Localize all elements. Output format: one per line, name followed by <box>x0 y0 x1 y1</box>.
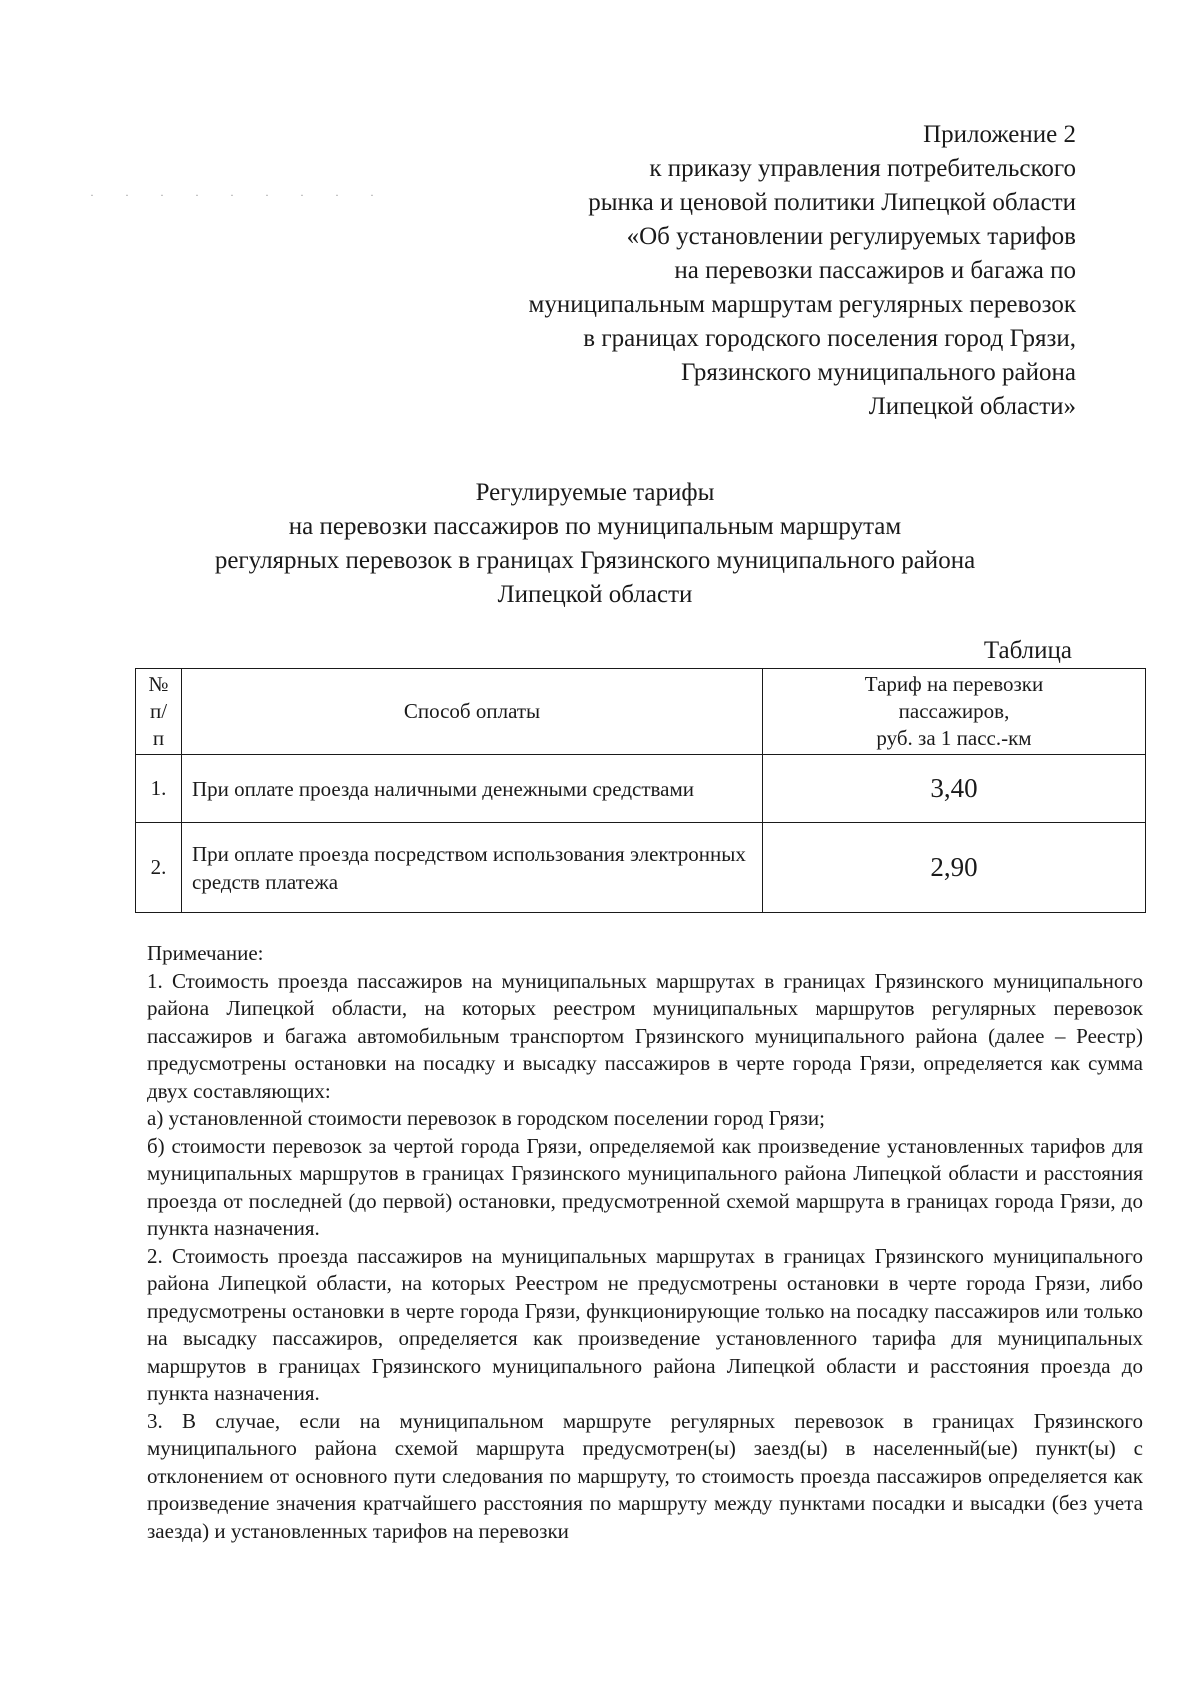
header-number-line: № <box>148 672 169 696</box>
appendix-line: рынка и ценовой политики Липецкой области <box>588 189 1076 216</box>
table-caption: Таблица <box>983 637 1072 664</box>
note-paragraph: 2. Стоимость проезда пассажиров на муниципальных маршрутах в границах Грязинского муниципального района Липецкой области, на которых Реестром не предусмотрены остановки в черте города Грязи, либо предусмотрены остановки в черте города Грязи, функционирующие только на посадку пассажиров или только на высадку пассажиров, определяется как произведение установленного тарифа для муниципальных маршрутов в границах Грязинского муниципального района Липецкой области и расстояния проезда до пункта назначения. <box>147 1243 1143 1405</box>
appendix-line: на перевозки пассажиров и багажа по <box>674 257 1076 284</box>
title-line: регулярных перевозок в границах Грязинского муниципального района <box>214 547 976 574</box>
header-number <box>136 669 182 755</box>
appendix-line: в границах городского поселения город Грязи, <box>583 325 1076 352</box>
appendix-line: Приложение 2 <box>923 121 1076 148</box>
tariff-table <box>135 668 1146 913</box>
table-header-row <box>136 669 1146 755</box>
row-tariff-value: 2,90 <box>763 823 1146 913</box>
scan-noise: · · · · · · · · · <box>90 188 388 202</box>
row-tariff-value: 3,40 <box>763 755 1146 823</box>
appendix-heading <box>376 118 1076 424</box>
header-payment-method: Способ оплаты <box>182 669 763 755</box>
title-line: Регулируемые тарифы <box>475 479 715 506</box>
appendix-line: Липецкой области» <box>868 393 1076 420</box>
row-payment-method: При оплате проезда посредством использования электронных средств платежа <box>182 823 763 913</box>
header-tariff-line: руб. за 1 пасс.-км <box>876 726 1032 750</box>
header-number-line: п/п <box>149 699 168 750</box>
title-line: на перевозки пассажиров по муниципальным маршрутам <box>288 513 902 540</box>
title-line: Липецкой области <box>497 581 693 608</box>
notes-section <box>147 940 1143 1545</box>
row-number: 2. <box>136 823 182 913</box>
table-row <box>136 823 1146 913</box>
row-number: 1. <box>136 755 182 823</box>
note-paragraph: б) стоимости перевозок за чертой города Грязи, определяемой как произведение установленных тарифов для муниципальных маршрутов в границах Грязинского муниципального района Липецкой области и расстояния проезда от последней (до первой) остановки, предусмотренной схемой маршрута в границах города Грязи, до пункта назначения. <box>147 1133 1143 1240</box>
note-paragraph: 1. Стоимость проезда пассажиров на муниципальных маршрутах в границах Грязинского муниципального района Липецкой области, на которых реестром муниципальных маршрутов регулярных перевозок пассажиров и багажа автомобильным транспортом Грязинского муниципального района (далее – Реестр) предусмотрены остановки на посадку и высадку пассажиров в черте города Грязи, определяется как сумма двух составляющих: <box>147 968 1143 1103</box>
document-title <box>140 476 1050 612</box>
appendix-line: «Об установлении регулируемых тарифов <box>626 223 1076 250</box>
note-paragraph: 3. В случае, если на муниципальном маршруте регулярных перевозок в границах Грязинского муниципального района схемой маршрута предусмотрен(ы) заезд(ы) в населенный(ые) пункт(ы) с отклонением от основного пути следования по маршруту, то стоимость проезда пассажиров определяется как произведение значения кратчайшего расстояния по маршруту между пунктами посадки и высадки (без учета заезда) и установленных тарифов на перевозки <box>147 1408 1143 1543</box>
row-payment-method: При оплате проезда наличными денежными средствами <box>182 755 763 823</box>
note-paragraph: а) установленной стоимости перевозок в городском поселении город Грязи; <box>147 1106 825 1130</box>
appendix-line: муниципальным маршрутам регулярных перевозок <box>528 291 1076 318</box>
header-tariff-line: Тариф на перевозки <box>864 672 1044 696</box>
notes-title: Примечание: <box>147 941 264 965</box>
appendix-line: к приказу управления потребительского <box>649 155 1076 182</box>
table-row <box>136 755 1146 823</box>
appendix-line: Грязинского муниципального района <box>681 359 1076 386</box>
header-tariff-line: пассажиров, <box>898 699 1010 723</box>
header-tariff <box>763 669 1146 755</box>
